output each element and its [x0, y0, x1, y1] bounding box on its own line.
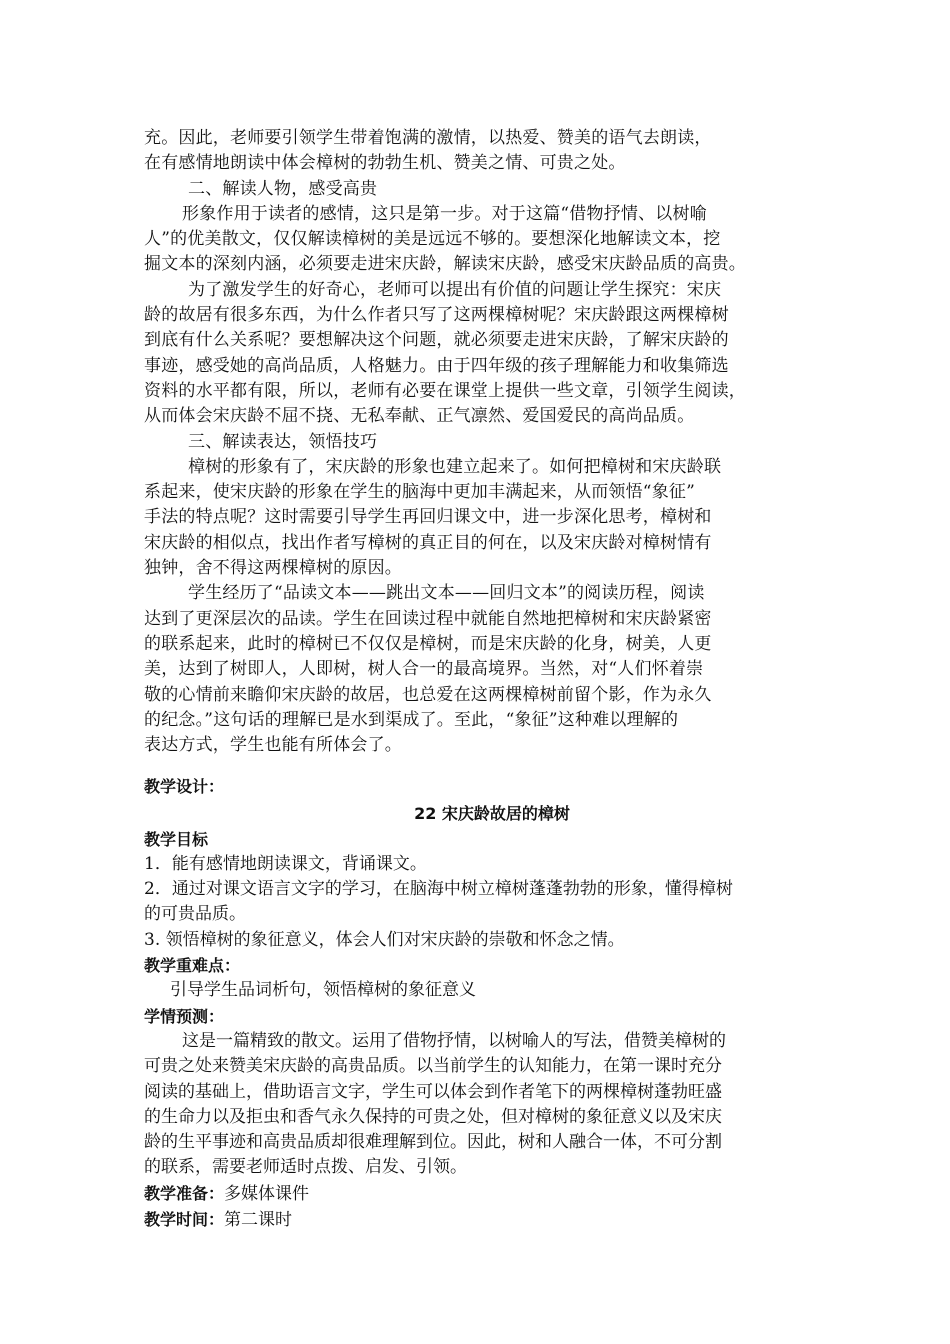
goals-heading: 教学目标 [144, 829, 209, 849]
body-text [144, 126, 820, 758]
goal-line: 3. 领悟樟树的象征意义，体会人们对宋庆龄的崇敬和怀念之情。 [144, 929, 625, 950]
body-line: 的联系起来，此时的樟树已不仅仅是樟树，而是宋庆龄的化身，树美，人更 [144, 633, 712, 654]
time-heading: 教学时间： [144, 1210, 225, 1230]
key-heading: 教学重难点： [144, 956, 241, 976]
body-line: 系起来，使宋庆龄的形象在学生的脑海中更加丰满起来，从而领悟“象征” [144, 482, 695, 503]
goal-line: 1．能有感情地朗读课文，背诵课文。 [144, 853, 427, 874]
body-line: 形象作用于读者的感情，这只是第一步。对于这篇“借物抒情、以树喻 [182, 203, 707, 224]
goal-line: 2．通过对课文语言文字的学习，在脑海中树立樟树蓬蓬勃勃的形象，懂得樟树 [144, 879, 733, 900]
design-label: 教学设计： [144, 777, 225, 796]
body-line: 从而体会宋庆龄不屈不挠、无私奉献、正气凛然、爱国爱民的高尚品质。 [144, 406, 695, 427]
analysis-line: 可贵之处来赞美宋庆龄的高贵品质。以当前学生的认知能力，在第一课时充分 [144, 1056, 722, 1077]
body-line: 宋庆龄的相似点，找出作者写樟树的真正目的何在，以及宋庆龄对樟树情有 [144, 532, 712, 553]
body-line: 表达方式，学生也能有所体会了。 [144, 735, 402, 756]
body-line: 掘文本的深刻内涵，必须要走进宋庆龄，解读宋庆龄，感受宋庆龄品质的高贵。 [144, 254, 746, 275]
key-text: 引导学生品词析句，领悟樟树的象征意义 [170, 980, 476, 1001]
time-value: 第二课时 [224, 1210, 293, 1231]
analysis-line: 龄的生平事迹和高贵品质却很难理解到位。因此，树和人融合一体，不可分割 [144, 1132, 722, 1153]
prep-heading: 教学准备： [144, 1183, 225, 1203]
lesson-title: 22 宋庆龄故居的樟树 [414, 804, 570, 824]
analysis-line: 的联系，需要老师适时点拨、启发、引领。 [144, 1157, 467, 1178]
body-line: 樟树的形象有了，宋庆龄的形象也建立起来了。如何把樟树和宋庆龄联 [188, 456, 722, 477]
body-line: 美，达到了树即人，人即树，树人合一的最高境界。当然，对“人们怀着崇 [144, 659, 704, 680]
section-heading: 二、解读人物，感受高贵 [188, 178, 378, 199]
time-row [144, 1207, 820, 1233]
analysis-line: 阅读的基础上，借助语言文字，学生可以体会到作者笔下的两棵樟树蓬勃旺盛 [144, 1081, 722, 1102]
body-line: 到底有什么关系呢？要想解决这个问题，就必须要走进宋庆龄，了解宋庆龄的 [144, 330, 729, 351]
body-line: 在有感情地朗读中体会樟树的勃勃生机、赞美之情、可贵之处。 [144, 153, 626, 174]
analysis-line: 这是一篇精致的散文。运用了借物抒情，以树喻人的写法，借赞美樟树的 [182, 1030, 726, 1051]
analysis-heading: 学情预测： [144, 1006, 225, 1026]
prep-value: 多媒体课件 [224, 1183, 310, 1204]
body-line: 为了激发学生的好奇心，老师可以提出有价值的问题让学生探究：宋庆 [188, 279, 722, 300]
teaching-design [144, 774, 820, 1233]
section-heading: 三、解读表达，领悟技巧 [188, 431, 378, 452]
body-line: 学生经历了“品读文本——跳出文本——回归文本”的阅读历程，阅读 [188, 583, 705, 604]
body-line: 人”的优美散文，仅仅解读樟树的美是远远不够的。要想深化地解读文本，挖 [144, 229, 721, 250]
prep-row [144, 1181, 820, 1207]
analysis-line: 的生命力以及拒虫和香气永久保持的可贵之处，但对樟树的象征意义以及宋庆 [144, 1106, 722, 1127]
body-line: 资料的水平都有限，所以，老师有必要在课堂上提供一些文章，引领学生阅读， [144, 380, 746, 401]
body-line: 的纪念。”这句话的理解已是水到渠成了。至此，“象征”这种难以理解的 [144, 709, 679, 730]
goal-line: 的可贵品质。 [144, 904, 246, 925]
body-line: 事迹，感受她的高尚品质，人格魅力。由于四年级的孩子理解能力和收集筛选 [144, 355, 729, 376]
body-line: 达到了更深层次的品读。学生在回读过程中就能自然地把樟树和宋庆龄紧密 [144, 608, 712, 629]
body-line: 敬的心情前来瞻仰宋庆龄的故居，也总爱在这两棵樟树前留个影，作为永久 [144, 684, 712, 705]
body-line: 充。因此，老师要引领学生带着饱满的激情，以热爱、赞美的语气去朗读， [144, 128, 712, 148]
body-line: 龄的故居有很多东西，为什么作者只写了这两棵樟树呢？宋庆龄跟这两棵樟树 [144, 305, 729, 326]
body-line: 手法的特点呢？这时需要引导学生再回归课文中，进一步深化思考，樟树和 [144, 507, 712, 528]
body-line: 独钟，舍不得这两棵樟树的原因。 [144, 558, 402, 579]
